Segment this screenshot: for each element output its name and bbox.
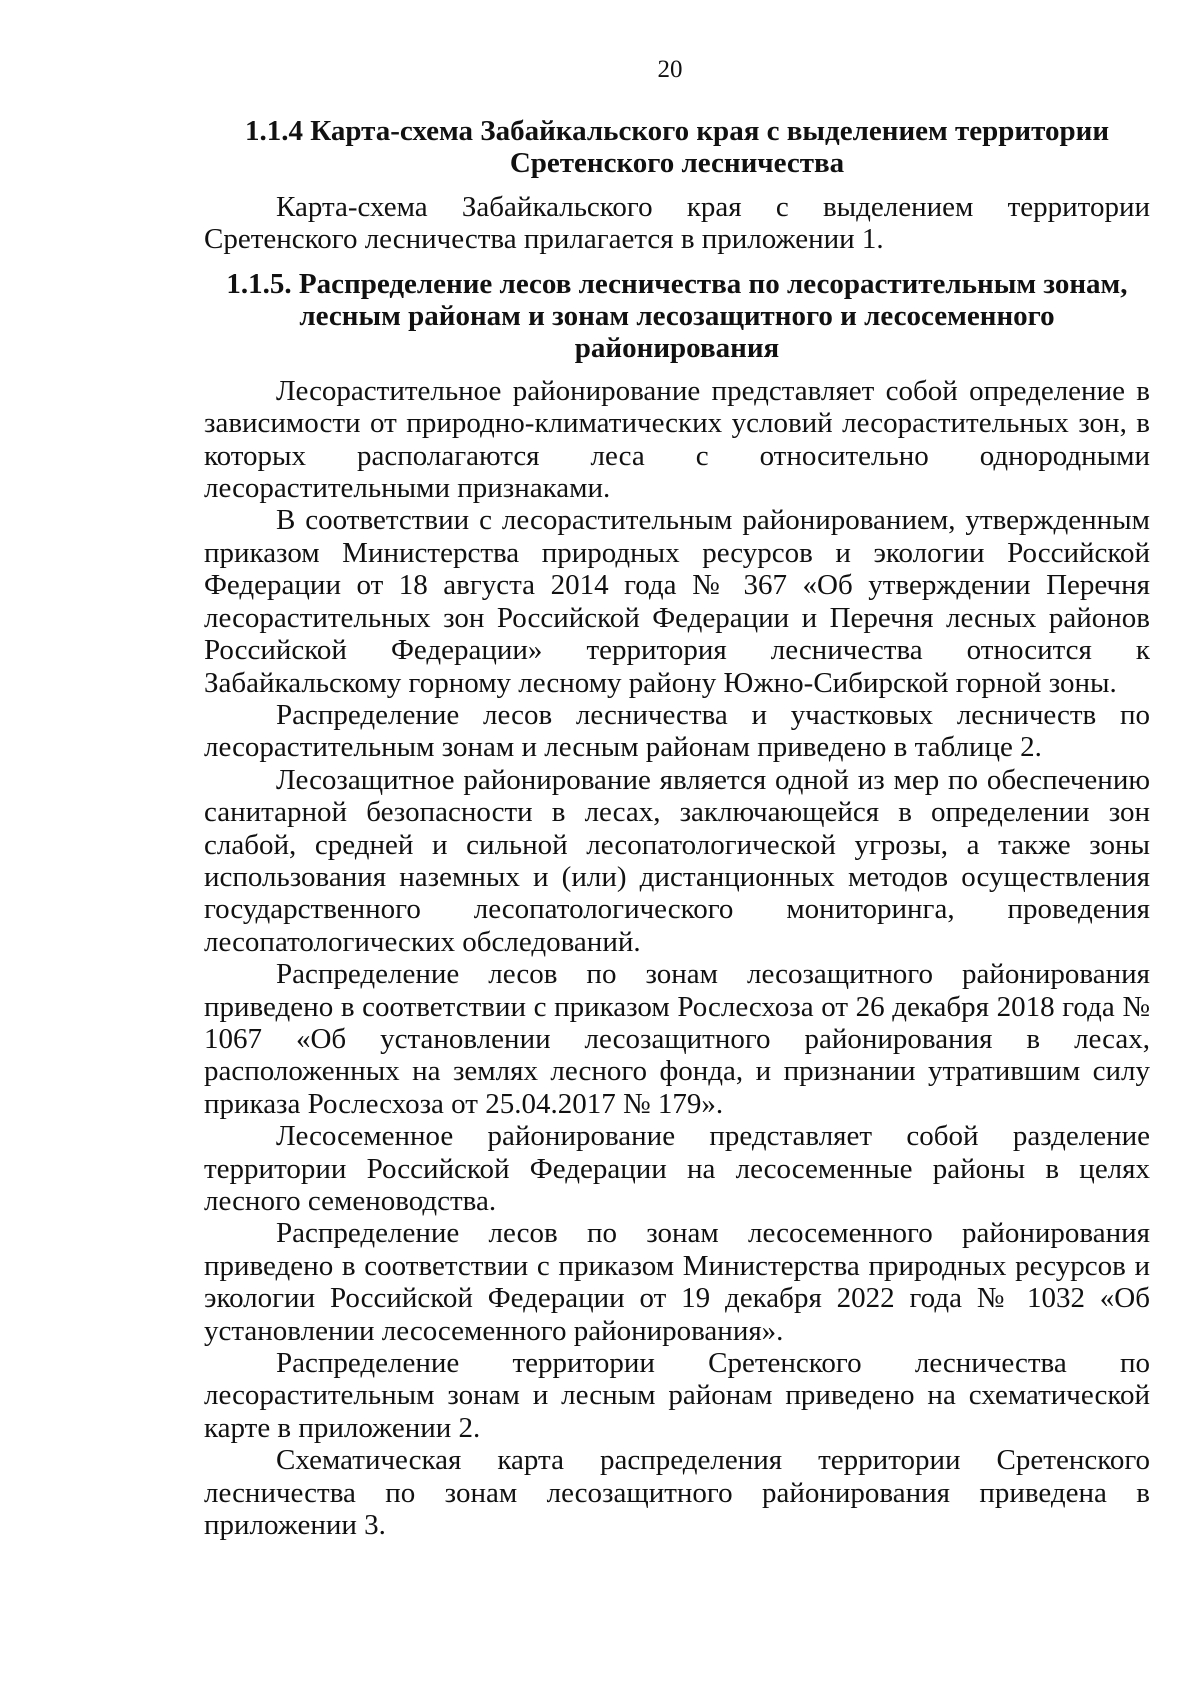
section-heading-1-1-5: 1.1.5. Распределение лесов лесничества по лесорастительным зонам, лесным районам и зонам лесозащитного и лесосеменного районирования: [226, 267, 1128, 365]
document-body: [204, 115, 1150, 1541]
paragraph: Лесозащитное районирование является одной из мер по обеспечению санитарной безопасности в лесах, заключающейся в определении зон слабой, средней и сильной лесопатологической угрозы, а также зоны использования наземных и (или) дистанционных методов осуществления государственного лесопатологического мониторинга, проведения лесопатологических обследований.: [204, 763, 1150, 958]
section-heading-1-1-4: 1.1.4 Карта-схема Забайкальского края с выделением территории Сретенского лесничества: [244, 115, 1110, 180]
paragraph: Карта-схема Забайкальского края с выделением территории Сретенского лесничества прилагается в приложении 1.: [204, 190, 1150, 256]
page-number: 20: [657, 56, 683, 83]
paragraph: Распределение лесов лесничества и участковых лесничеств по лесорастительным зонам и лесным районам приведено в таблице 2.: [204, 698, 1150, 764]
paragraph: Распределение территории Сретенского лесничества по лесорастительным зонам и лесным районам приведено на схематической карте в приложении 2.: [204, 1347, 1150, 1444]
paragraph: Распределение лесов по зонам лесозащитного районирования приведено в соответствии с приказом Рослесхоза от 26 декабря 2018 года № 1067 «Об установлении лесозащитного районирования в лесах, расположенных на землях лесного фонда, и признании утратившим силу приказа Рослесхоза от 25.04.2017 № 179».: [204, 958, 1150, 1120]
paragraph: Распределение лесов по зонам лесосеменного районирования приведено в соответствии с приказом Министерства природных ресурсов и экологии Российской Федерации от 19 декабря 2022 года № 1032 «Об установлении лесосеменного районирования».: [204, 1217, 1150, 1347]
paragraph: Схематическая карта распределения территории Сретенского лесничества по зонам лесозащитного районирования приведена в приложении 3.: [204, 1444, 1150, 1542]
paragraph: Лесосеменное районирование представляет собой разделение территории Российской Федерации на лесосеменные районы в целях лесного семеноводства.: [204, 1120, 1150, 1217]
paragraph: В соответствии с лесорастительным районированием, утвержденным приказом Министерства природных ресурсов и экологии Российской Федерации от 18 августа 2014 года № 367 «Об утверждении Перечня лесорастительных зон Российской Федерации и Перечня лесных районов Российской Федерации» территория лесничества относится к Забайкальскому горному лесному району Южно-Сибирской горной зоны.: [204, 504, 1150, 699]
paragraph: Лесорастительное районирование представляет собой определение в зависимости от природно-климатических условий лесорастительных зон, в которых располагаются леса с относительно однородными лесорастительными признаками.: [204, 374, 1150, 505]
